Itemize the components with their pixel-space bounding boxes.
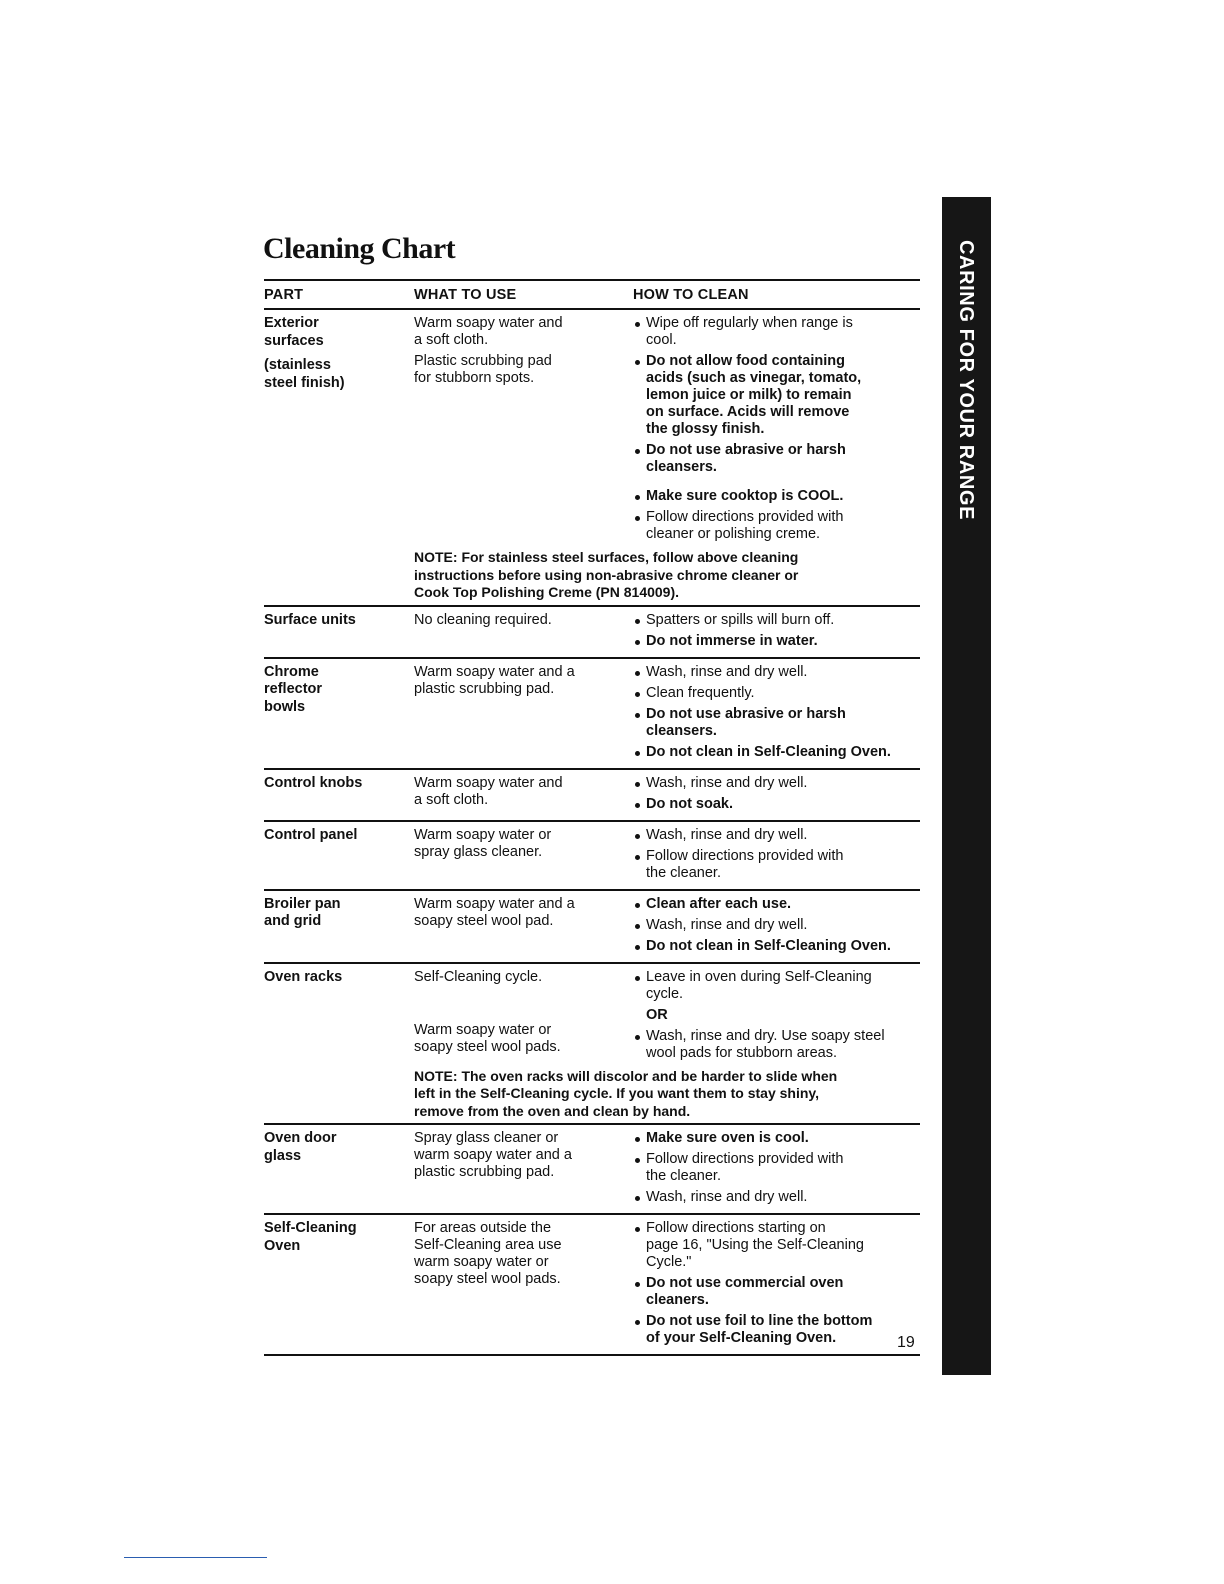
part-cell <box>264 1220 414 1351</box>
part-cell <box>264 315 414 547</box>
table-row <box>264 659 920 770</box>
part-cell <box>264 664 414 765</box>
cleaning-instruction: Follow directions provided with the cleaner. <box>633 848 920 882</box>
cleaning-instruction: Make sure oven is cool. <box>633 1130 920 1147</box>
how-to-clean-cell <box>633 612 920 654</box>
part-cell <box>264 969 414 1066</box>
cleaning-instruction: Wash, rinse and dry. Use soapy steel wool pads for stubborn areas. <box>633 1028 920 1062</box>
cleaning-instruction: Wash, rinse and dry well. <box>633 1189 920 1206</box>
cleaning-instruction: Follow directions starting on page 16, "Using the Self-Cleaning Cycle." <box>633 1220 920 1271</box>
row-cells <box>264 969 920 1066</box>
cleaning-instruction: Clean after each use. <box>633 896 920 913</box>
part-cell <box>264 612 414 654</box>
part-subnote <box>264 357 414 392</box>
part-cell <box>264 1130 414 1210</box>
how-to-clean-cell <box>633 315 920 547</box>
what-to-use-cell <box>414 1220 633 1351</box>
table-body <box>264 310 920 1356</box>
cleaning-instruction: Leave in oven during Self-Cleaning cycle. <box>633 969 920 1003</box>
cleaning-chart-table <box>264 279 920 1356</box>
part-subnote-line: steel finish) <box>264 374 345 391</box>
cleaning-instruction: Wash, rinse and dry well. <box>633 917 920 934</box>
part-name-line: Control knobs <box>264 774 363 791</box>
cleaning-instruction: Wipe off regularly when range is cool. <box>633 315 920 349</box>
table-row <box>264 822 920 891</box>
page-number: 19 <box>897 1334 915 1351</box>
cleaning-instruction: Spatters or spills will burn off. <box>633 612 920 629</box>
part-subnote-line: (stainless <box>264 357 331 373</box>
page-title: Cleaning Chart <box>263 232 456 265</box>
table-row <box>264 310 920 607</box>
table-row <box>264 891 920 964</box>
column-header-how-to-clean: HOW TO CLEAN <box>633 286 749 303</box>
what-to-use-cell <box>414 775 633 817</box>
cleaning-instruction: Follow directions provided with cleaner or polishing creme. <box>633 509 920 543</box>
what-to-use-cell <box>414 612 633 654</box>
cleaning-instruction: Do not immerse in water. <box>633 633 920 650</box>
cleaning-instruction: Do not use abrasive or harsh cleansers. <box>633 442 920 476</box>
part-name-line: Self-Cleaning <box>264 1220 357 1236</box>
row-note: NOTE: The oven racks will discolor and be harder to slide when left in the Self-Cleaning cycle. If you want them to stay shiny, remove from the oven and clean by hand. <box>414 1067 838 1119</box>
what-to-use-cell <box>414 896 633 959</box>
how-to-clean-cell <box>633 896 920 959</box>
cleaning-material: Warm soapy water and a soapy steel wool pad. <box>414 895 575 929</box>
part-name-line: Exterior <box>264 315 319 331</box>
cleaning-instruction: Clean frequently. <box>633 685 920 702</box>
part-cell <box>264 775 414 817</box>
cleaning-material: Self-Cleaning cycle. <box>414 968 543 985</box>
table-row <box>264 770 920 822</box>
cleaning-instruction: Do not use foil to line the bottom of your Self-Cleaning Oven. <box>633 1313 920 1347</box>
what-to-use-cell <box>414 1130 633 1210</box>
row-cells <box>264 664 920 765</box>
cleaning-instruction: Do not clean in Self-Cleaning Oven. <box>633 744 920 761</box>
what-to-use-cell <box>414 664 633 765</box>
part-name-line: Surface units <box>264 611 356 628</box>
cleaning-material: No cleaning required. <box>414 611 552 628</box>
part-name-line: Oven racks <box>264 968 343 985</box>
how-to-clean-cell <box>633 969 920 1066</box>
cleaning-instruction: Follow directions provided with the cleaner. <box>633 1151 920 1185</box>
what-to-use-cell <box>414 827 633 886</box>
cleaning-material: Spray glass cleaner or warm soapy water and a plastic scrubbing pad. <box>414 1130 572 1180</box>
section-tab-label: CARING FOR YOUR RANGE <box>955 240 977 521</box>
row-cells <box>264 315 920 547</box>
cleaning-instruction: Wash, rinse and dry well. <box>633 664 920 681</box>
cleaning-instruction: Do not soak. <box>633 796 920 813</box>
part-name-line: reflector <box>264 681 323 697</box>
part-name-line: bowls <box>264 698 306 715</box>
cleaning-instruction: Make sure cooktop is COOL. <box>633 488 920 505</box>
table-row <box>264 1125 920 1215</box>
row-cells <box>264 1220 920 1351</box>
row-note: NOTE: For stainless steel surfaces, follow above cleaning instructions before using non-abrasive chrome cleaner or Cook Top Polishing Creme (PN 814009). <box>414 549 799 600</box>
or-separator: OR <box>646 1006 668 1023</box>
table-row <box>264 607 920 659</box>
what-to-use-cell <box>414 315 633 547</box>
column-header-part: PART <box>264 286 304 303</box>
cleaning-instruction: Do not use abrasive or harsh cleansers. <box>633 706 920 740</box>
part-name-line: surfaces <box>264 332 324 349</box>
part-name-line: and grid <box>264 913 322 929</box>
how-to-clean-cell <box>633 1220 920 1351</box>
how-to-clean-cell <box>633 775 920 817</box>
cleaning-material: Warm soapy water and a soft cloth. <box>414 315 563 348</box>
cleaning-material: Warm soapy water and a plastic scrubbing pad. <box>414 663 575 697</box>
part-name-line: Broiler pan <box>264 895 341 912</box>
cleaning-instruction: Do not use commercial oven cleaners. <box>633 1275 920 1309</box>
table-header <box>264 281 920 310</box>
what-to-use-cell <box>414 969 633 1066</box>
footer-rule <box>124 1557 267 1558</box>
part-name-line: Oven <box>264 1237 301 1254</box>
part-name-line: Control panel <box>264 826 358 843</box>
cleaning-instruction: Wash, rinse and dry well. <box>633 827 920 844</box>
how-to-clean-cell <box>633 827 920 886</box>
cleaning-material: Warm soapy water and a soft cloth. <box>414 774 563 808</box>
cleaning-instruction: Do not clean in Self-Cleaning Oven. <box>633 938 920 955</box>
part-name-line: glass <box>264 1147 302 1164</box>
cleaning-material: Plastic scrubbing pad for stubborn spots. <box>414 353 552 386</box>
row-cells <box>264 612 920 654</box>
part-cell <box>264 827 414 886</box>
row-cells <box>264 896 920 959</box>
row-cells <box>264 827 920 886</box>
row-cells <box>264 775 920 817</box>
row-cells <box>264 1130 920 1210</box>
cleaning-instruction: Wash, rinse and dry well. <box>633 775 920 792</box>
part-name-line: Chrome <box>264 663 319 680</box>
how-to-clean-cell <box>633 664 920 765</box>
table-row <box>264 1215 920 1356</box>
column-header-what-to-use: WHAT TO USE <box>414 286 517 303</box>
how-to-clean-cell <box>633 1130 920 1210</box>
part-name-line: Oven door <box>264 1130 337 1146</box>
cleaning-material: Warm soapy water or soapy steel wool pads. <box>414 1021 561 1055</box>
cleaning-instruction: Do not allow food containing acids (such as vinegar, tomato, lemon juice or milk) to remain on surface. Acids will remove the glossy finish. <box>633 353 920 438</box>
cleaning-material: Warm soapy water or spray glass cleaner. <box>414 826 552 860</box>
part-cell <box>264 896 414 959</box>
cleaning-material: For areas outside the Self-Cleaning area use warm soapy water or soapy steel wool pads. <box>414 1220 562 1287</box>
table-row <box>264 964 920 1126</box>
